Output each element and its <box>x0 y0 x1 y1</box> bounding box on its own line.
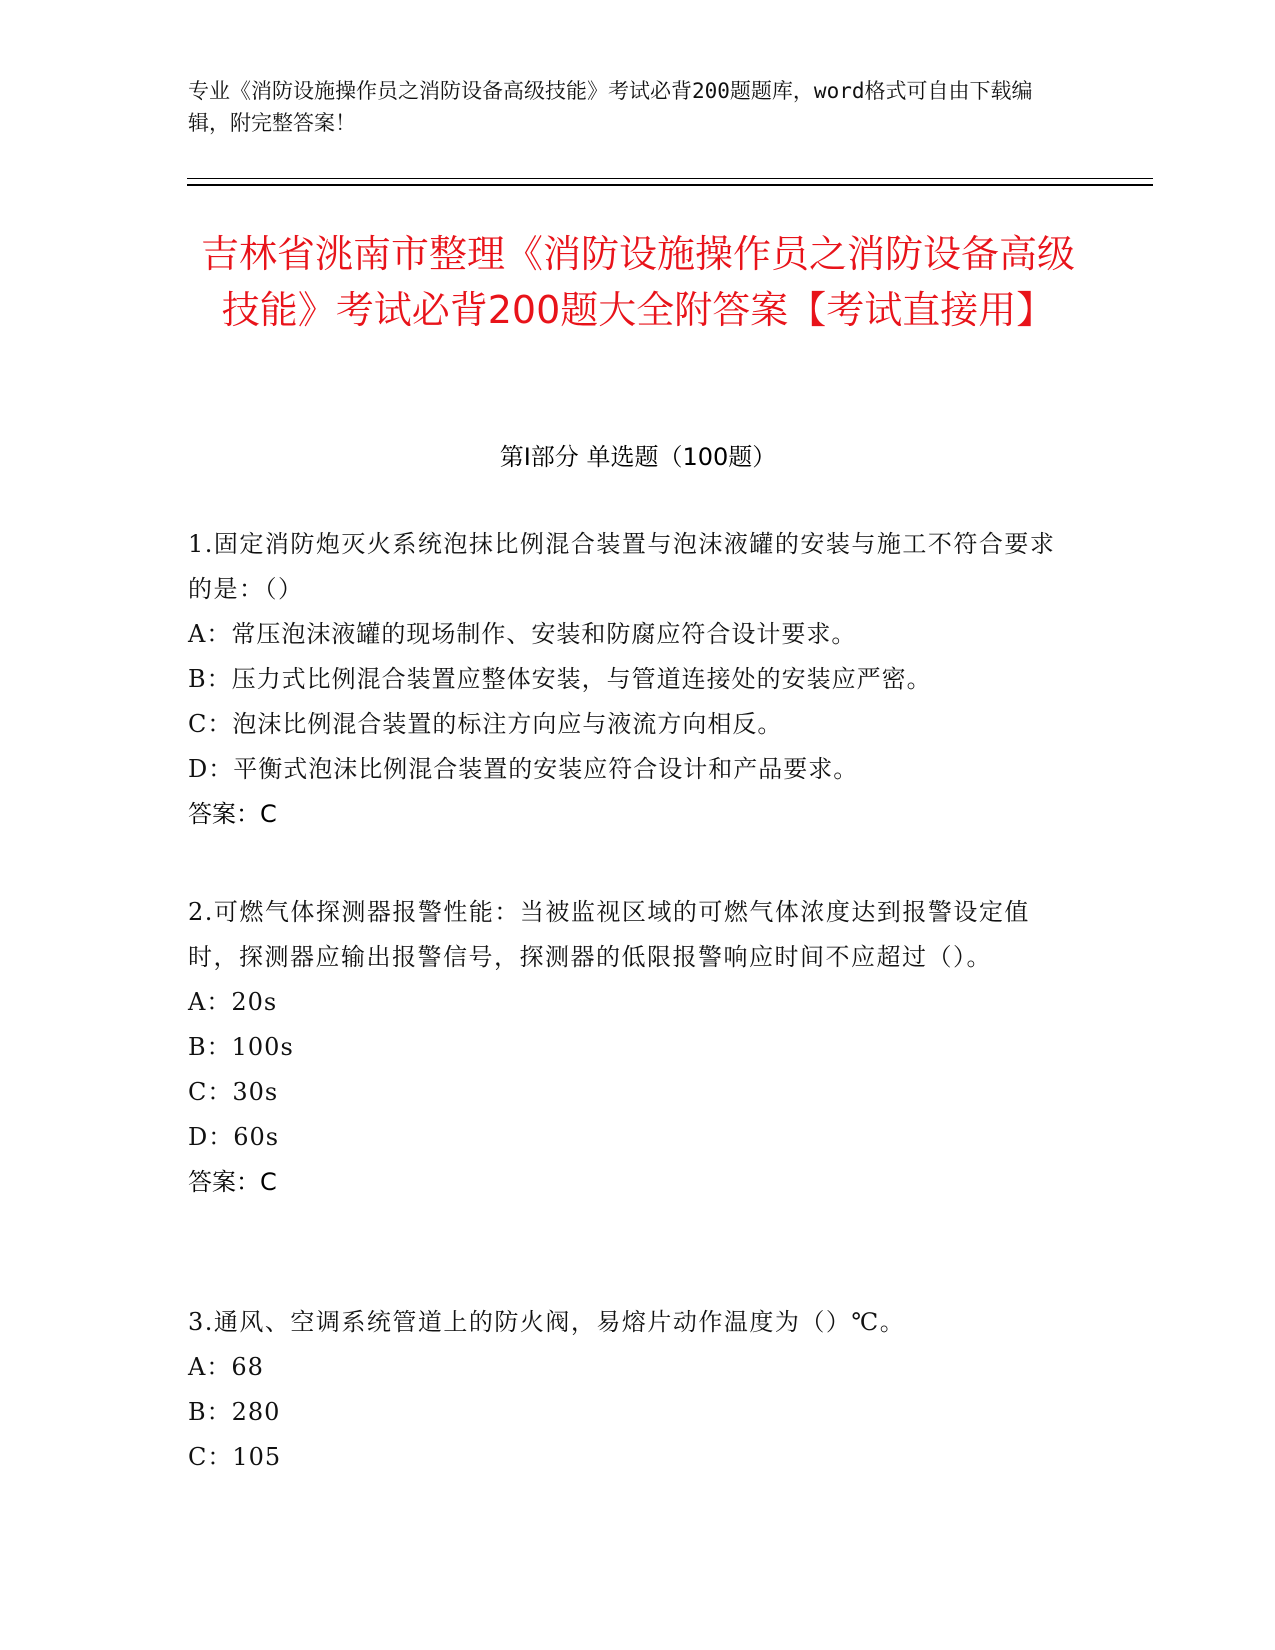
question-2 <box>188 890 1058 1205</box>
question-text: 2.可燃气体探测器报警性能：当被监视区域的可燃气体浓度达到报警设定值时，探测器应输出报警信号，探测器的低限报警响应时间不应超过（）。 <box>188 898 1030 971</box>
option-b: B：压力式比例混合装置应整体安装，与管道连接处的安装应严密。 <box>188 665 932 693</box>
header-note: 专业《消防设施操作员之消防设备高级技能》考试必背200题题库，word格式可自由下载编辑，附完整答案！ <box>188 79 1033 135</box>
document-title: 吉林省洮南市整理《消防设施操作员之消防设备高级技能》考试必背200题大全附答案【考试直接用】 <box>200 232 1075 332</box>
header-rule-thick <box>187 184 1153 186</box>
question-3 <box>188 1300 1058 1480</box>
question-text: 1.固定消防炮灭火系统泡抹比例混合装置与泡沫液罐的安装与施工不符合要求的是：（） <box>188 530 1056 603</box>
option-d: D：平衡式泡沫比例混合装置的安装应符合设计和产品要求。 <box>188 755 859 783</box>
option-a: A：常压泡沫液罐的现场制作、安装和防腐应符合设计要求。 <box>188 620 857 648</box>
option-c: C：泡沫比例混合装置的标注方向应与液流方向相反。 <box>188 710 783 738</box>
option-c: C：105 <box>188 1443 282 1471</box>
option-b: B：100s <box>188 1033 294 1061</box>
question-text: 3.通风、空调系统管道上的防火阀，易熔片动作温度为（）℃。 <box>188 1308 906 1336</box>
option-c: C：30s <box>188 1078 279 1106</box>
answer: 答案：C <box>188 1168 277 1196</box>
question-1 <box>188 522 1058 837</box>
answer: 答案：C <box>188 800 277 828</box>
header-rule-thin <box>187 178 1153 179</box>
section-heading: 第Ⅰ部分 单选题（100题） <box>499 443 777 471</box>
option-b: B：280 <box>188 1398 281 1426</box>
option-a: A：68 <box>188 1353 264 1381</box>
option-a: A：20s <box>188 988 278 1016</box>
option-d: D：60s <box>188 1123 280 1151</box>
